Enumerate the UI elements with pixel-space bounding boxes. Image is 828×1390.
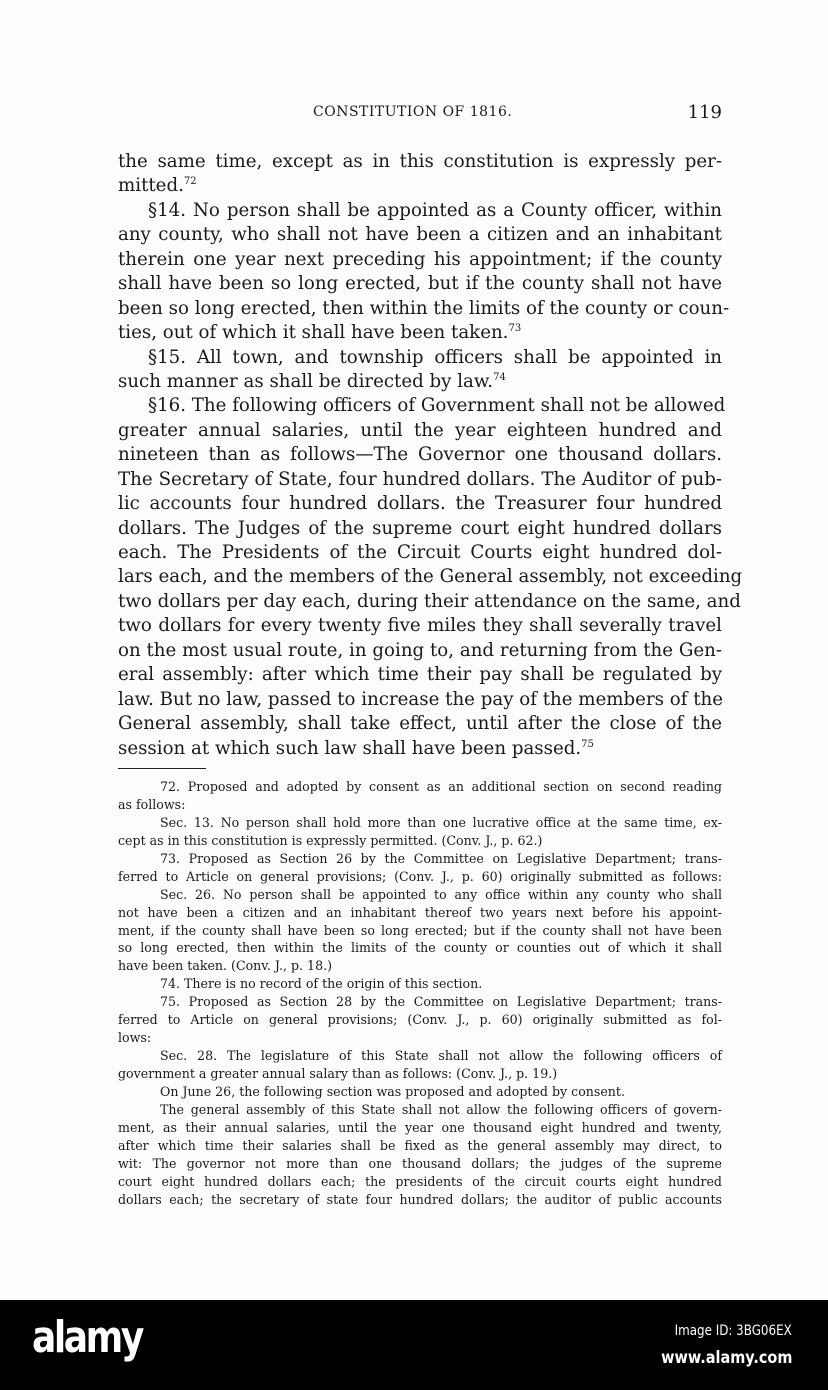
line-text: 75. Proposed as Section 28 by the Committee on Legislative Department; trans- [160,994,722,1010]
line-text: ferred to Article on general provisions; (Conv. J., p. 60) originally submitted as follows: [118,868,722,884]
line-text: on the most usual route, in going to, and returning from the Gen- [118,639,722,661]
line-text: eral assembly: after which time their pay shall be regulated by [118,664,722,686]
image-id: Image ID: 3BG06EX [674,1323,792,1339]
line-text: two dollars per day each, during their attendance on the same, and [118,590,741,612]
body-line [118,150,722,174]
line-text: two dollars for every twenty five miles they shall severally travel [118,615,722,637]
footnote-line [118,922,722,940]
footnote-line [118,832,722,850]
line-text: greater annual salaries, until the year eighteen hundred and [118,419,722,441]
footnote-line [118,1083,722,1101]
line-text: any county, who shall not have been a citizen and an inhabitant [118,224,722,246]
line-text: Sec. 26. No person shall be appointed to any office within any county who shall [160,886,722,902]
line-text: the same time, except as in this constitution is expressly per- [118,151,722,172]
footnote-line [118,975,722,993]
body-line [118,663,722,687]
body-line [118,639,722,663]
body-line [118,346,722,370]
body-line [118,517,722,541]
alamy-logo: alamy [32,1312,142,1363]
footnote-reference: 72 [183,176,197,188]
body-line [118,565,743,589]
line-text: 73. Proposed as Section 26 by the Committee on Legislative Department; trans- [160,850,722,866]
line-text: session at which such law shall have been passed. [118,737,582,759]
body-line [118,688,722,712]
footnote-line [118,868,722,886]
body-line [118,248,722,272]
body-line [118,321,722,345]
line-text: government a greater annual salary than as follows: (Conv. J., p. 19.) [118,1066,558,1081]
line-text: §16. The following officers of Government shall not be allowed [148,395,726,417]
line-text: therein one year next preceding his appointment; if the county [118,248,722,270]
line-text: The Secretary of State, four hundred dollars. The Auditor of pub- [118,468,722,490]
line-text: ties, out of which it shall have been taken. [118,322,509,344]
footnote-line [118,796,722,814]
body-text [118,150,743,761]
body-line [118,712,722,736]
line-text: law. But no law, passed to increase the pay of the members of the [118,688,724,710]
footnote-line [118,886,722,904]
line-text: cept as in this constitution is expressly permitted. (Conv. J., p. 62.) [118,832,543,848]
footnote-line [118,1155,722,1173]
footnote-line [118,1119,722,1137]
footnote-line [118,1173,722,1191]
footnote-line [118,1191,722,1209]
line-text: so long erected, then within the limits of the county or counties out of which it shall [118,940,722,956]
body-line [118,394,726,418]
footnote-line [118,1137,722,1155]
line-text: have been taken. (Conv. J., p. 18.) [118,958,333,974]
line-text: ment, if the county shall have been so long erected; but if the county shall not have been [118,922,722,938]
line-text: after which time their salaries shall be fixed as the general assembly may direct, to [118,1137,722,1153]
body-line [118,223,722,247]
line-text: been so long erected, then within the limits of the county or coun- [118,297,730,319]
body-line [118,297,730,321]
footnote-divider [118,768,206,769]
body-line [118,174,722,198]
line-text: lic accounts four hundred dollars. the Treasurer four hundred [118,493,722,515]
footnote-line [118,993,722,1011]
line-text: wit: The governor not more than one thousand dollars; the judges of the supreme [118,1155,722,1171]
line-text: 74. There is no record of the origin of this section. [160,976,483,992]
footnote-reference: 75 [581,738,594,750]
page-header [118,104,722,128]
footnote-line [118,1047,722,1065]
body-line [118,272,722,296]
line-text: §14. No person shall be appointed as a County officer, within [148,199,722,221]
line-text: On June 26, the following section was proposed and adopted by consent. [160,1083,625,1099]
footnote-reference: 73 [508,323,522,335]
line-text: shall have been so long erected, but if the county shall not have [118,273,722,295]
footnote-line [118,778,722,796]
line-text: as follows: [118,796,186,812]
running-title: CONSTITUTION OF 1816. [313,104,513,120]
page-number: 119 [687,102,722,123]
body-line [118,370,722,394]
footnote-line [118,850,722,868]
footnote-line [118,1065,722,1083]
line-text: not have been a citizen and an inhabitant thereof two years next before his appoint- [118,904,722,920]
line-text: court eight hundred dollars each; the presidents of the circuit courts eight hundred [118,1173,722,1189]
line-text: nineteen than as follows—The Governor one thousand dollars. [118,444,722,466]
line-text: §15. All town, and township officers shall be appointed in [148,346,722,368]
body-line [118,737,722,761]
line-text: mitted. [118,175,184,197]
footnote-line [118,1101,722,1119]
line-text: Sec. 13. No person shall hold more than one lucrative office at the same time, ex- [160,814,722,830]
line-text: such manner as shall be directed by law. [118,370,494,392]
body-line [118,468,722,492]
body-line [118,614,722,638]
body-line [118,541,722,565]
line-text: lows: [118,1030,152,1046]
line-text: dollars. The Judges of the supreme court eight hundred dollars [118,517,722,539]
body-line [118,590,741,614]
line-text: Sec. 28. The legislature of this State shall not allow the following officers of [160,1048,722,1064]
line-text: lars each, and the members of the General assembly, not exceeding [118,566,743,588]
line-text: 72. Proposed and adopted by consent as an additional section on second reading [160,779,722,794]
line-text: The general assembly of this State shall not allow the following officers of govern- [160,1101,722,1117]
line-text: ment, as their annual salaries, until the year one thousand eight hundred and twenty, [118,1119,722,1135]
footnote-line [118,904,722,922]
footnote-line [118,939,722,957]
footnote-reference: 74 [493,371,506,383]
footnote-line [118,1029,722,1047]
line-text: each. The Presidents of the Circuit Courts eight hundred dol- [118,542,722,563]
line-text: General assembly, shall take effect, until after the close of the [118,713,722,735]
body-line [118,199,722,223]
watermark-url: www.alamy.com [660,1348,792,1368]
body-line [118,443,722,467]
watermark-bar [0,1300,828,1390]
footnote-line [118,1011,722,1029]
body-line [118,419,722,443]
footnotes [118,778,722,1209]
footnote-line [118,814,722,832]
footnote-line [118,957,722,975]
body-line [118,492,722,516]
line-text: dollars each; the secretary of state four hundred dollars; the auditor of public accounts [118,1191,722,1207]
line-text: ferred to Article on general provisions; (Conv. J., p. 60) originally submitted as fol- [118,1012,722,1028]
